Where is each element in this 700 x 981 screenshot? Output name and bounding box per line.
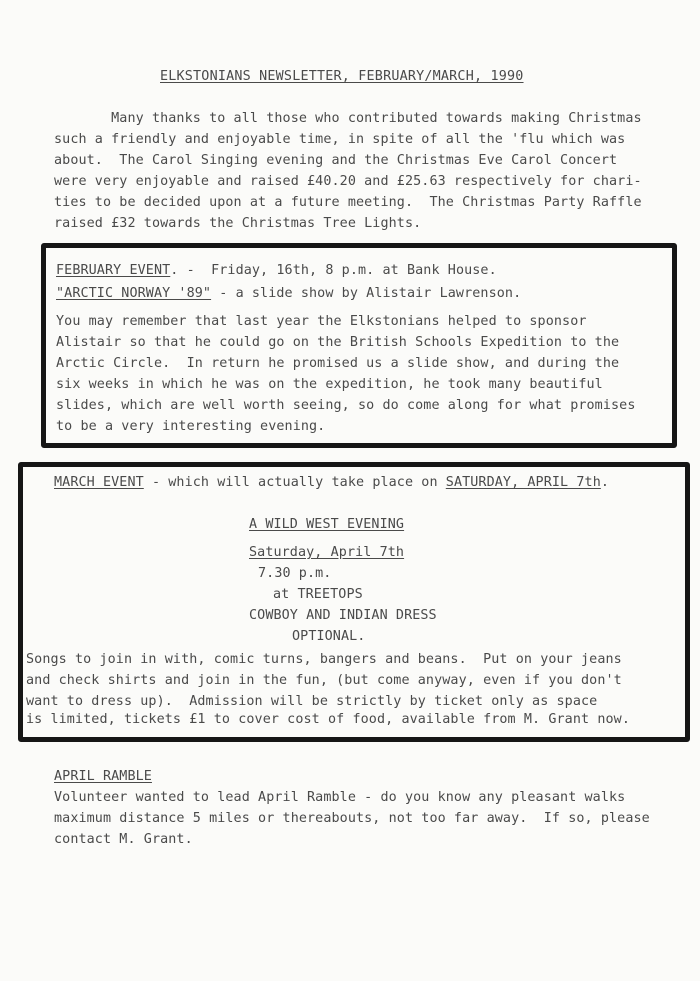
april-body-line: Volunteer wanted to lead April Ramble - do you know any pleasant walks: [54, 790, 626, 805]
event-time: 7.30 p.m.: [258, 566, 332, 581]
intro-line: about. The Carol Singing evening and the Christmas Eve Carol Concert: [54, 153, 618, 168]
february-show-rest: - a slide show by Alistair Lawrenson.: [211, 286, 522, 301]
february-body-line: to be a very interesting evening.: [56, 419, 326, 434]
event-venue: at TREETOPS: [273, 587, 363, 602]
march-heading: MARCH EVENT: [54, 475, 144, 490]
april-body-line: maximum distance 5 miles or thereabouts, not too far away. If so, please: [54, 811, 650, 826]
event-date: Saturday, April 7th: [249, 545, 405, 560]
february-heading-line: [56, 260, 497, 281]
february-show-title: "ARCTIC NORWAY '89": [56, 286, 212, 301]
intro-line: such a friendly and enjoyable time, in spite of all the 'flu which was: [54, 132, 626, 147]
march-body-line: is limited, tickets £1 to cover cost of food, available from M. Grant now.: [26, 712, 630, 727]
march-date-heading: SATURDAY, APRIL 7th: [445, 475, 601, 490]
march-body-line: want to dress up). Admission will be strictly by ticket only as space: [26, 694, 598, 709]
february-show-line: [56, 283, 521, 304]
intro-line: were very enjoyable and raised £40.20 and £25.63 respectively for chari-: [54, 174, 642, 189]
intro-line: raised £32 towards the Christmas Tree Lights.: [54, 216, 422, 231]
february-body-line: You may remember that last year the Elkstonians helped to sponsor: [56, 314, 587, 329]
march-body-line: Songs to join in with, comic turns, bangers and beans. Put on your jeans: [26, 652, 622, 667]
february-body-line: six weeks in which he was on the expedition, he took many beautiful: [56, 377, 603, 392]
april-heading: APRIL RAMBLE: [54, 769, 152, 784]
event-optional: OPTIONAL.: [292, 629, 366, 644]
february-body-line: Alistair so that he could go on the British Schools Expedition to the: [56, 335, 620, 350]
march-heading-line: [54, 472, 609, 493]
april-body-line: contact M. Grant.: [54, 832, 193, 847]
february-heading: FEBRUARY EVENT: [56, 263, 171, 278]
february-body-line: Arctic Circle. In return he promised us a slide show, and during the: [56, 356, 620, 371]
event-title: A WILD WEST EVENING: [249, 517, 405, 532]
newsletter-title: ELKSTONIANS NEWSLETTER, FEBRUARY/MARCH, 1990: [160, 69, 524, 84]
event-dress: COWBOY AND INDIAN DRESS: [249, 608, 437, 623]
intro-line: ties to be decided upon at a future meeting. The Christmas Party Raffle: [54, 195, 642, 210]
february-heading-rest: . - Friday, 16th, 8 p.m. at Bank House.: [170, 263, 497, 278]
intro-line: Many thanks to all those who contributed towards making Christmas: [54, 111, 642, 126]
march-heading-end: .: [600, 475, 610, 490]
february-body-line: slides, which are well worth seeing, so do come along for what promises: [56, 398, 636, 413]
march-body-line: and check shirts and join in the fun, (but come anyway, even if you don't: [26, 673, 622, 688]
march-heading-mid: - which will actually take place on: [143, 475, 446, 490]
